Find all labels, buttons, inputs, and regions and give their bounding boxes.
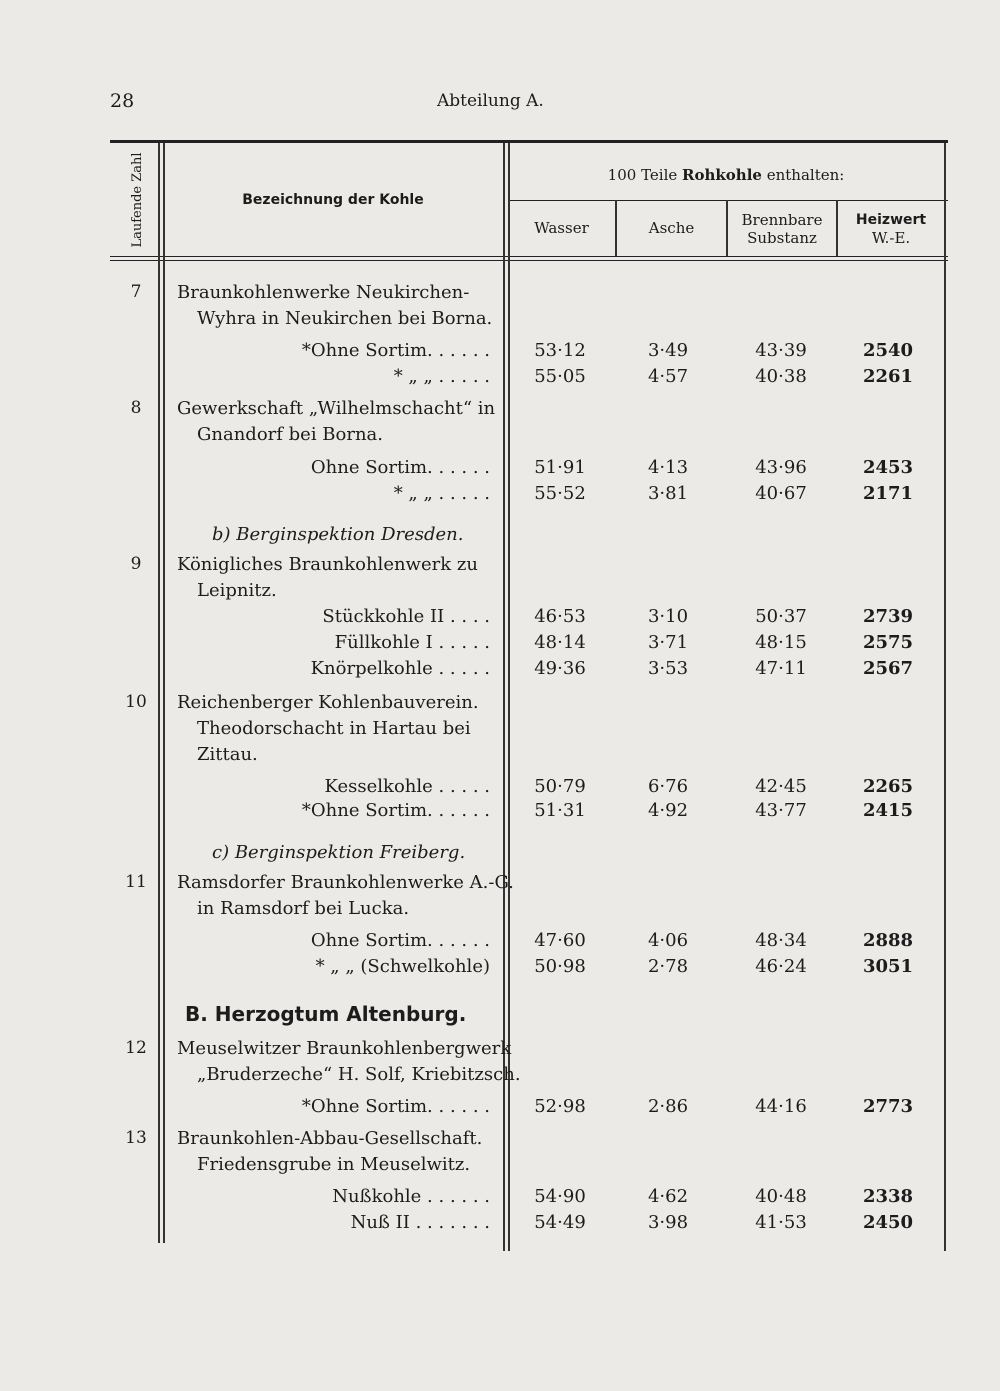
value-asche: 4·62 — [647, 1186, 689, 1207]
column-divider-left-2 — [163, 143, 165, 1243]
value-wasser: 51·91 — [534, 457, 586, 478]
sample-label: * „ „ (Schwelkohle) — [315, 956, 490, 977]
value-brennbar: 42·45 — [755, 776, 807, 797]
value-heizwert: 2261 — [862, 366, 914, 387]
value-heizwert: 2739 — [862, 606, 914, 627]
value-wasser: 54·49 — [534, 1212, 586, 1233]
value-brennbar: 46·24 — [755, 956, 807, 977]
value-asche: 3·10 — [647, 606, 689, 627]
value-brennbar: 48·15 — [755, 632, 807, 653]
header-heizwert-line1: Heizwert — [855, 212, 927, 228]
mine-name: Braunkohlen-Abbau-Gesellschaft. — [177, 1128, 483, 1149]
mine-name: Reichenberger Kohlenbauverein. — [177, 692, 479, 713]
value-heizwert: 2567 — [862, 658, 914, 679]
value-asche: 3·53 — [647, 658, 689, 679]
sample-label: Füllkohle I . . . . . — [334, 632, 490, 653]
value-brennbar: 44·16 — [755, 1096, 807, 1117]
page-number: 28 — [110, 90, 135, 112]
value-asche: 4·92 — [647, 800, 689, 821]
value-asche: 2·86 — [647, 1096, 689, 1117]
value-wasser: 50·79 — [534, 776, 586, 797]
value-asche: 3·81 — [647, 483, 689, 504]
value-wasser: 55·52 — [534, 483, 586, 504]
value-heizwert: 2171 — [862, 483, 914, 504]
value-heizwert: 2888 — [862, 930, 914, 951]
section-heading: B. Herzogtum Altenburg. — [185, 1002, 467, 1026]
mine-name: Ramsdorfer Braunkohlenwerke A.-G. — [177, 872, 514, 893]
sample-label: *Ohne Sortim. . . . . . — [301, 800, 490, 821]
value-wasser: 49·36 — [534, 658, 586, 679]
header-bottom-rule-2 — [110, 260, 948, 261]
value-wasser: 52·98 — [534, 1096, 586, 1117]
value-wasser: 48·14 — [534, 632, 586, 653]
value-brennbar: 43·39 — [755, 340, 807, 361]
header-heizwert-line2: W.-E. — [871, 229, 911, 247]
row-number: 7 — [130, 282, 142, 302]
column-divider-right — [944, 143, 946, 1251]
running-head: Abteilung A. — [437, 91, 544, 111]
header-bottom-rule — [110, 256, 948, 257]
value-brennbar: 48·34 — [755, 930, 807, 951]
mine-name-continued: Zittau. — [197, 744, 258, 765]
row-number: 8 — [130, 398, 142, 418]
header-group-title-bold: Rohkohle — [682, 166, 762, 184]
column-divider-left-1 — [158, 143, 160, 1243]
mine-name-continued: Wyhra in Neukirchen bei Borna. — [197, 308, 493, 329]
value-wasser: 54·90 — [534, 1186, 586, 1207]
value-brennbar: 41·53 — [755, 1212, 807, 1233]
header-brennbare-line1: Brennbare — [741, 211, 823, 229]
value-asche: 4·06 — [647, 930, 689, 951]
sample-label: Stückkohle II . . . . — [322, 606, 490, 627]
header-group-title — [508, 166, 944, 184]
value-wasser: 50·98 — [534, 956, 586, 977]
mine-name-continued: „Bruderzeche“ H. Solf, Kriebitzsch. — [197, 1064, 521, 1085]
value-asche: 3·98 — [647, 1212, 689, 1233]
value-wasser: 51·31 — [534, 800, 586, 821]
value-wasser: 53·12 — [534, 340, 586, 361]
value-brennbar: 40·38 — [755, 366, 807, 387]
row-number: 12 — [125, 1038, 147, 1058]
mine-name-continued: in Ramsdorf bei Lucka. — [197, 898, 410, 919]
value-heizwert: 2540 — [862, 340, 914, 361]
sample-label: Kesselkohle . . . . . — [324, 776, 490, 797]
row-number: 13 — [125, 1128, 147, 1148]
value-asche: 4·13 — [647, 457, 689, 478]
value-brennbar: 40·67 — [755, 483, 807, 504]
value-brennbar: 43·77 — [755, 800, 807, 821]
value-wasser: 55·05 — [534, 366, 586, 387]
mine-name: Braunkohlenwerke Neukirchen- — [177, 282, 470, 303]
value-heizwert: 2575 — [862, 632, 914, 653]
sample-label: Nuß II . . . . . . . — [350, 1212, 490, 1233]
value-heizwert: 2450 — [862, 1212, 914, 1233]
mine-name-continued: Theodorschacht in Hartau bei — [197, 718, 471, 739]
header-laufende-zahl: Laufende Zahl — [130, 152, 145, 248]
sample-label: Ohne Sortim. . . . . . — [310, 457, 490, 478]
header-heizwert — [838, 211, 944, 247]
header-group-title-post: enthalten: — [761, 166, 845, 184]
value-brennbar: 47·11 — [755, 658, 807, 679]
value-wasser: 46·53 — [534, 606, 586, 627]
sample-label: *Ohne Sortim. . . . . . — [301, 1096, 490, 1117]
value-heizwert: 2453 — [862, 457, 914, 478]
header-asche: Asche — [648, 219, 695, 237]
mine-name: Königliches Braunkohlenwerk zu — [177, 554, 478, 575]
group-rule — [508, 200, 948, 201]
value-wasser: 47·60 — [534, 930, 586, 951]
value-brennbar: 43·96 — [755, 457, 807, 478]
row-number: 9 — [130, 554, 142, 574]
top-rule — [110, 140, 948, 143]
value-asche: 2·78 — [647, 956, 689, 977]
header-group-title-pre: 100 Teile — [607, 166, 683, 184]
header-brennbare — [728, 211, 836, 247]
mine-name-continued: Leipnitz. — [197, 580, 277, 601]
sample-label: *Ohne Sortim. . . . . . — [301, 340, 490, 361]
sample-label: Nußkohle . . . . . . — [332, 1186, 490, 1207]
mine-name-continued: Friedensgrube in Meuselwitz. — [197, 1154, 471, 1175]
sample-label: Knörpelkohle . . . . . — [310, 658, 490, 679]
mine-name-continued: Gnandorf bei Borna. — [197, 424, 384, 445]
mine-name: Meuselwitzer Braunkohlenbergwerk — [177, 1038, 512, 1059]
section-subheading: b) Berginspektion Dresden. — [212, 524, 464, 545]
mine-name: Gewerkschaft „Wilhelmschacht“ in — [177, 398, 496, 419]
section-subheading: c) Berginspektion Freiberg. — [212, 842, 466, 863]
row-number: 11 — [125, 872, 147, 892]
value-brennbar: 40·48 — [755, 1186, 807, 1207]
value-heizwert: 2265 — [862, 776, 914, 797]
value-asche: 3·71 — [647, 632, 689, 653]
row-number: 10 — [125, 692, 147, 712]
value-heizwert: 3051 — [862, 956, 914, 977]
sample-label: Ohne Sortim. . . . . . — [310, 930, 490, 951]
value-asche: 4·57 — [647, 366, 689, 387]
value-asche: 6·76 — [647, 776, 689, 797]
value-brennbar: 50·37 — [755, 606, 807, 627]
value-heizwert: 2773 — [862, 1096, 914, 1117]
sample-label: * „ „ . . . . . — [393, 483, 490, 504]
header-wasser: Wasser — [534, 219, 589, 237]
header-brennbare-line2: Substanz — [747, 229, 817, 247]
header-bezeichnung: Bezeichnung der Kohle — [242, 192, 424, 208]
sample-label: * „ „ . . . . . — [393, 366, 490, 387]
value-asche: 3·49 — [647, 340, 689, 361]
value-heizwert: 2415 — [862, 800, 914, 821]
value-heizwert: 2338 — [862, 1186, 914, 1207]
